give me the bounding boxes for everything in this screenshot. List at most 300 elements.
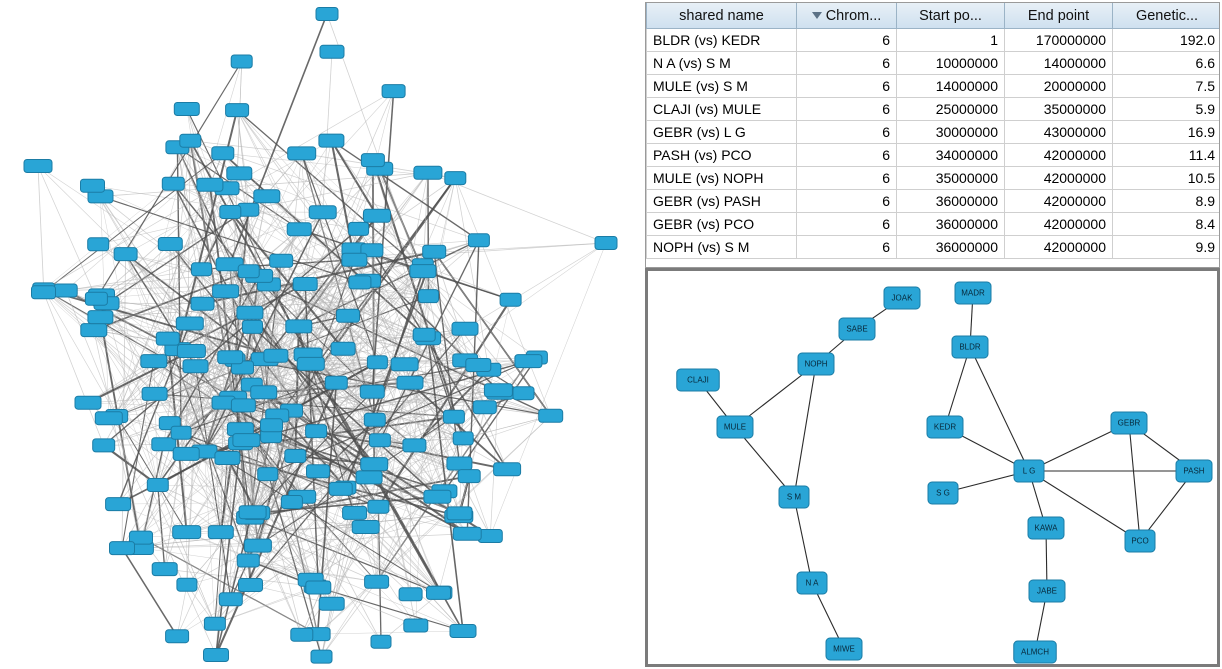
- node-shape[interactable]: [356, 471, 382, 484]
- node-shape[interactable]: [110, 542, 135, 555]
- node-shape[interactable]: [595, 237, 617, 250]
- table-cell-chromosome[interactable]: 6: [797, 236, 897, 259]
- node-shape[interactable]: [515, 355, 542, 368]
- node-shape[interactable]: [466, 359, 491, 372]
- network-node[interactable]: [85, 292, 107, 305]
- network-node[interactable]: [264, 349, 288, 362]
- network-node[interactable]: [361, 154, 384, 167]
- table-cell-genetic[interactable]: 10.5: [1113, 167, 1221, 190]
- table-row[interactable]: [647, 144, 1221, 167]
- network-node[interactable]: [173, 447, 199, 460]
- subnetwork-panel[interactable]: [645, 268, 1220, 667]
- node-shape[interactable]: [95, 412, 122, 425]
- network-node[interactable]: [293, 278, 317, 291]
- table-row[interactable]: [647, 29, 1221, 52]
- node-shape[interactable]: [494, 463, 521, 476]
- table-cell-start_point[interactable]: 36000000: [897, 213, 1005, 236]
- node-shape[interactable]: [239, 579, 263, 592]
- network-node[interactable]: [239, 506, 266, 519]
- network-node[interactable]: [288, 147, 316, 160]
- table-cell-chromosome[interactable]: 6: [797, 52, 897, 75]
- network-node[interactable]: [220, 206, 241, 219]
- subnetwork-node[interactable]: [798, 353, 834, 375]
- table-cell-genetic[interactable]: 192.0: [1113, 29, 1221, 52]
- network-node[interactable]: [368, 500, 389, 513]
- node-shape[interactable]: [237, 306, 263, 319]
- node-shape[interactable]: [162, 177, 184, 190]
- network-node[interactable]: [106, 498, 131, 511]
- table-header-chromosome[interactable]: [797, 3, 897, 29]
- network-node[interactable]: [443, 410, 464, 423]
- node-shape[interactable]: [88, 311, 113, 324]
- node-shape[interactable]: [251, 386, 277, 399]
- network-node[interactable]: [319, 134, 344, 147]
- node-shape[interactable]: [152, 438, 176, 451]
- node-shape[interactable]: [427, 586, 451, 599]
- table-cell-end_point[interactable]: 42000000: [1005, 236, 1113, 259]
- network-node[interactable]: [371, 635, 391, 648]
- table-cell-start_point[interactable]: 34000000: [897, 144, 1005, 167]
- subnetwork-node[interactable]: [779, 486, 809, 508]
- node-shape[interactable]: [484, 384, 512, 397]
- node-shape[interactable]: [316, 8, 338, 21]
- network-node[interactable]: [231, 55, 252, 68]
- network-node[interactable]: [32, 286, 56, 299]
- network-node[interactable]: [226, 104, 249, 117]
- node-shape[interactable]: [403, 439, 426, 452]
- network-node[interactable]: [365, 575, 389, 588]
- network-node[interactable]: [342, 253, 367, 266]
- network-node[interactable]: [391, 358, 418, 371]
- node-shape[interactable]: [352, 521, 379, 534]
- node-shape[interactable]: [180, 134, 201, 147]
- node-shape[interactable]: [325, 376, 347, 389]
- table-cell-genetic[interactable]: 16.9: [1113, 121, 1221, 144]
- node-shape[interactable]: [85, 292, 107, 305]
- node-shape[interactable]: [473, 401, 496, 414]
- node-shape[interactable]: [227, 167, 252, 180]
- node-shape[interactable]: [254, 190, 280, 203]
- network-node[interactable]: [88, 238, 109, 251]
- network-node[interactable]: [513, 387, 534, 400]
- node-shape[interactable]: [219, 593, 242, 606]
- table-cell-genetic[interactable]: 6.6: [1113, 52, 1221, 75]
- subnetwork-node[interactable]: [1014, 460, 1044, 482]
- network-node[interactable]: [238, 265, 259, 278]
- table-row[interactable]: [647, 213, 1221, 236]
- node-shape[interactable]: [453, 432, 473, 445]
- node-shape[interactable]: [404, 619, 428, 632]
- subnetwork-node[interactable]: [955, 282, 991, 304]
- network-node[interactable]: [142, 387, 167, 400]
- table-cell-shared_name[interactable]: MULE (vs) NOPH: [647, 167, 797, 190]
- node-shape[interactable]: [32, 286, 56, 299]
- network-node[interactable]: [478, 530, 502, 543]
- subnetwork-node[interactable]: [1111, 412, 1147, 434]
- network-node[interactable]: [468, 234, 489, 247]
- table-row[interactable]: [647, 121, 1221, 144]
- node-shape[interactable]: [342, 253, 367, 266]
- network-node[interactable]: [158, 238, 182, 251]
- node-shape[interactable]: [156, 332, 179, 345]
- table-cell-start_point[interactable]: 30000000: [897, 121, 1005, 144]
- table-cell-end_point[interactable]: 42000000: [1005, 190, 1113, 213]
- table-cell-chromosome[interactable]: 6: [797, 167, 897, 190]
- table-cell-shared_name[interactable]: CLAJI (vs) MULE: [647, 98, 797, 121]
- filter-icon[interactable]: [812, 11, 822, 21]
- network-node[interactable]: [147, 479, 168, 492]
- node-shape[interactable]: [141, 355, 167, 368]
- table-cell-shared_name[interactable]: GEBR (vs) PASH: [647, 190, 797, 213]
- network-node[interactable]: [212, 147, 234, 160]
- node-shape[interactable]: [364, 209, 391, 222]
- table-cell-genetic[interactable]: 11.4: [1113, 144, 1221, 167]
- table-row[interactable]: [647, 75, 1221, 98]
- table-cell-shared_name[interactable]: MULE (vs) S M: [647, 75, 797, 98]
- table-cell-genetic[interactable]: 8.9: [1113, 190, 1221, 213]
- node-shape[interactable]: [114, 248, 137, 261]
- subnetwork-node[interactable]: [826, 638, 862, 660]
- network-node[interactable]: [270, 254, 293, 267]
- table-row[interactable]: [647, 236, 1221, 259]
- node-shape[interactable]: [75, 396, 101, 409]
- network-node[interactable]: [291, 628, 313, 641]
- network-node[interactable]: [204, 617, 225, 630]
- node-shape[interactable]: [445, 172, 466, 185]
- node-shape[interactable]: [93, 439, 115, 452]
- network-node[interactable]: [156, 332, 179, 345]
- node-shape[interactable]: [24, 160, 52, 173]
- node-shape[interactable]: [361, 154, 384, 167]
- network-node[interactable]: [466, 359, 491, 372]
- node-shape[interactable]: [329, 482, 352, 495]
- subnetwork-node[interactable]: [717, 416, 753, 438]
- node-shape[interactable]: [452, 322, 478, 335]
- network-node[interactable]: [419, 290, 439, 303]
- network-node[interactable]: [237, 306, 263, 319]
- network-node[interactable]: [285, 450, 306, 463]
- node-shape[interactable]: [264, 349, 288, 362]
- network-node[interactable]: [325, 376, 347, 389]
- node-shape[interactable]: [192, 263, 212, 276]
- network-node[interactable]: [319, 597, 344, 610]
- node-shape[interactable]: [458, 470, 480, 483]
- subnetwork-node[interactable]: [1014, 641, 1057, 663]
- network-node[interactable]: [286, 320, 312, 333]
- node-shape[interactable]: [391, 358, 418, 371]
- node-shape[interactable]: [443, 410, 464, 423]
- network-node[interactable]: [453, 432, 473, 445]
- node-shape[interactable]: [261, 419, 283, 432]
- node-shape[interactable]: [293, 278, 317, 291]
- node-shape[interactable]: [419, 290, 439, 303]
- node-shape[interactable]: [349, 276, 371, 289]
- node-shape[interactable]: [152, 563, 177, 576]
- network-node[interactable]: [337, 309, 360, 322]
- node-shape[interactable]: [238, 265, 259, 278]
- network-node[interactable]: [399, 588, 422, 601]
- network-node[interactable]: [81, 179, 105, 192]
- network-node[interactable]: [177, 345, 205, 358]
- table-header-genetic[interactable]: [1113, 3, 1221, 29]
- node-shape[interactable]: [468, 234, 489, 247]
- table-cell-genetic[interactable]: 7.5: [1113, 75, 1221, 98]
- node-shape[interactable]: [287, 223, 311, 236]
- network-node[interactable]: [110, 542, 135, 555]
- subnetwork-node[interactable]: [952, 336, 988, 358]
- table-cell-shared_name[interactable]: GEBR (vs) L G: [647, 121, 797, 144]
- network-node[interactable]: [54, 284, 77, 297]
- network-node[interactable]: [413, 328, 435, 341]
- network-node[interactable]: [251, 386, 277, 399]
- network-node[interactable]: [367, 356, 387, 369]
- node-shape[interactable]: [447, 457, 472, 470]
- network-node[interactable]: [243, 320, 263, 333]
- node-shape[interactable]: [399, 588, 422, 601]
- node-shape[interactable]: [173, 447, 199, 460]
- network-node[interactable]: [237, 554, 259, 567]
- node-shape[interactable]: [166, 630, 189, 643]
- node-shape[interactable]: [81, 324, 107, 337]
- node-shape[interactable]: [215, 452, 240, 465]
- network-node[interactable]: [515, 355, 542, 368]
- table-cell-end_point[interactable]: 43000000: [1005, 121, 1113, 144]
- table-header-shared_name[interactable]: [647, 3, 797, 29]
- node-shape[interactable]: [424, 490, 451, 503]
- subnetwork-node[interactable]: [927, 416, 963, 438]
- table-cell-start_point[interactable]: 1: [897, 29, 1005, 52]
- network-node[interactable]: [219, 593, 242, 606]
- node-shape[interactable]: [177, 578, 197, 591]
- node-shape[interactable]: [286, 320, 312, 333]
- table-cell-start_point[interactable]: 36000000: [897, 236, 1005, 259]
- node-shape[interactable]: [414, 166, 442, 179]
- table-cell-genetic[interactable]: 9.9: [1113, 236, 1221, 259]
- table-header-start_point[interactable]: [897, 3, 1005, 29]
- node-shape[interactable]: [183, 360, 208, 373]
- node-shape[interactable]: [368, 500, 389, 513]
- network-node[interactable]: [183, 360, 208, 373]
- network-node[interactable]: [306, 581, 331, 594]
- table-cell-chromosome[interactable]: 6: [797, 98, 897, 121]
- table-cell-chromosome[interactable]: 6: [797, 190, 897, 213]
- node-shape[interactable]: [281, 496, 302, 509]
- network-node[interactable]: [309, 206, 336, 219]
- network-node[interactable]: [287, 223, 311, 236]
- node-shape[interactable]: [500, 293, 521, 306]
- node-shape[interactable]: [539, 409, 563, 422]
- subnetwork-node[interactable]: [1125, 530, 1155, 552]
- node-shape[interactable]: [171, 426, 191, 439]
- table-cell-genetic[interactable]: 8.4: [1113, 213, 1221, 236]
- table-cell-chromosome[interactable]: 6: [797, 144, 897, 167]
- table-cell-shared_name[interactable]: N A (vs) S M: [647, 52, 797, 75]
- node-shape[interactable]: [220, 206, 241, 219]
- table-cell-shared_name[interactable]: BLDR (vs) KEDR: [647, 29, 797, 52]
- network-node[interactable]: [24, 160, 52, 173]
- node-shape[interactable]: [244, 539, 271, 552]
- network-node[interactable]: [174, 103, 199, 116]
- network-node[interactable]: [176, 317, 203, 330]
- network-node[interactable]: [191, 297, 214, 310]
- network-node[interactable]: [427, 586, 451, 599]
- network-node[interactable]: [331, 342, 355, 355]
- node-shape[interactable]: [369, 434, 390, 447]
- node-shape[interactable]: [337, 309, 360, 322]
- node-shape[interactable]: [320, 45, 344, 58]
- network-node[interactable]: [404, 619, 428, 632]
- node-shape[interactable]: [367, 356, 387, 369]
- table-cell-end_point[interactable]: 42000000: [1005, 213, 1113, 236]
- network-node[interactable]: [539, 409, 563, 422]
- node-shape[interactable]: [174, 103, 199, 116]
- network-node[interactable]: [452, 322, 478, 335]
- node-shape[interactable]: [291, 628, 313, 641]
- subnetwork-node[interactable]: [677, 369, 720, 391]
- table-cell-start_point[interactable]: 35000000: [897, 167, 1005, 190]
- network-node[interactable]: [81, 324, 107, 337]
- node-shape[interactable]: [447, 507, 472, 520]
- network-node[interactable]: [208, 526, 233, 539]
- network-node[interactable]: [281, 496, 302, 509]
- network-node[interactable]: [192, 263, 212, 276]
- table-cell-chromosome[interactable]: 6: [797, 121, 897, 144]
- network-node[interactable]: [343, 506, 367, 519]
- node-shape[interactable]: [106, 498, 131, 511]
- node-shape[interactable]: [177, 345, 205, 358]
- network-node[interactable]: [215, 452, 240, 465]
- node-shape[interactable]: [142, 387, 167, 400]
- network-node[interactable]: [307, 465, 330, 478]
- network-node[interactable]: [349, 276, 371, 289]
- node-shape[interactable]: [208, 526, 233, 539]
- subnetwork-node[interactable]: [1176, 460, 1212, 482]
- network-node[interactable]: [500, 293, 521, 306]
- network-node[interactable]: [414, 166, 442, 179]
- network-node[interactable]: [231, 399, 255, 412]
- node-shape[interactable]: [285, 450, 306, 463]
- network-node[interactable]: [297, 357, 324, 370]
- node-shape[interactable]: [397, 376, 423, 389]
- node-shape[interactable]: [191, 297, 214, 310]
- network-node[interactable]: [204, 649, 229, 662]
- table-cell-start_point[interactable]: 14000000: [897, 75, 1005, 98]
- network-node[interactable]: [95, 412, 122, 425]
- network-node[interactable]: [173, 526, 201, 539]
- node-shape[interactable]: [364, 413, 385, 426]
- node-shape[interactable]: [176, 317, 203, 330]
- network-node[interactable]: [244, 539, 271, 552]
- table-row[interactable]: [647, 98, 1221, 121]
- subnetwork-node[interactable]: [797, 572, 827, 594]
- network-node[interactable]: [197, 178, 223, 191]
- node-shape[interactable]: [212, 147, 234, 160]
- node-shape[interactable]: [361, 458, 388, 471]
- subnetwork-node[interactable]: [839, 318, 875, 340]
- network-node[interactable]: [114, 248, 137, 261]
- network-node[interactable]: [258, 468, 278, 481]
- network-node[interactable]: [397, 376, 423, 389]
- network-node[interactable]: [494, 463, 521, 476]
- node-shape[interactable]: [231, 55, 252, 68]
- network-node[interactable]: [349, 222, 369, 235]
- node-shape[interactable]: [365, 575, 389, 588]
- network-node[interactable]: [166, 630, 189, 643]
- node-shape[interactable]: [147, 479, 168, 492]
- data-table-panel[interactable]: [645, 2, 1220, 268]
- table-cell-end_point[interactable]: 20000000: [1005, 75, 1113, 98]
- node-shape[interactable]: [270, 254, 293, 267]
- network-node[interactable]: [458, 470, 480, 483]
- node-shape[interactable]: [360, 385, 384, 398]
- table-row[interactable]: [647, 190, 1221, 213]
- network-node[interactable]: [352, 521, 379, 534]
- network-node[interactable]: [306, 425, 327, 438]
- table-cell-chromosome[interactable]: 6: [797, 75, 897, 98]
- network-node[interactable]: [254, 190, 280, 203]
- network-node[interactable]: [75, 396, 101, 409]
- network-node[interactable]: [447, 507, 472, 520]
- network-node[interactable]: [424, 490, 451, 503]
- table-cell-end_point[interactable]: 42000000: [1005, 167, 1113, 190]
- network-node[interactable]: [361, 458, 388, 471]
- node-shape[interactable]: [453, 527, 481, 540]
- node-shape[interactable]: [213, 285, 239, 298]
- network-node[interactable]: [177, 578, 197, 591]
- table-cell-chromosome[interactable]: 6: [797, 29, 897, 52]
- network-node[interactable]: [453, 527, 481, 540]
- table-body[interactable]: [647, 29, 1221, 259]
- subnetwork-node[interactable]: [1028, 517, 1064, 539]
- network-node[interactable]: [364, 413, 385, 426]
- node-shape[interactable]: [450, 625, 476, 638]
- table-header-row[interactable]: [647, 3, 1221, 29]
- node-shape[interactable]: [237, 554, 259, 567]
- table-cell-chromosome[interactable]: 6: [797, 213, 897, 236]
- network-node[interactable]: [239, 579, 263, 592]
- network-node[interactable]: [171, 426, 191, 439]
- network-node[interactable]: [227, 167, 252, 180]
- network-node[interactable]: [403, 439, 426, 452]
- node-shape[interactable]: [158, 238, 182, 251]
- table-cell-start_point[interactable]: 36000000: [897, 190, 1005, 213]
- node-shape[interactable]: [81, 179, 105, 192]
- node-shape[interactable]: [197, 178, 223, 191]
- network-node[interactable]: [369, 434, 390, 447]
- table-cell-shared_name[interactable]: PASH (vs) PCO: [647, 144, 797, 167]
- network-node[interactable]: [93, 439, 115, 452]
- network-node[interactable]: [445, 172, 466, 185]
- table-cell-start_point[interactable]: 25000000: [897, 98, 1005, 121]
- node-shape[interactable]: [371, 635, 391, 648]
- node-shape[interactable]: [258, 468, 278, 481]
- network-node[interactable]: [213, 285, 239, 298]
- node-shape[interactable]: [173, 526, 201, 539]
- network-node[interactable]: [473, 401, 496, 414]
- table-cell-end_point[interactable]: 170000000: [1005, 29, 1113, 52]
- network-node[interactable]: [218, 351, 243, 364]
- network-node[interactable]: [152, 438, 176, 451]
- node-shape[interactable]: [88, 238, 109, 251]
- network-node[interactable]: [484, 384, 512, 397]
- subnetwork-node[interactable]: [884, 287, 920, 309]
- node-shape[interactable]: [306, 425, 327, 438]
- network-node[interactable]: [141, 355, 167, 368]
- network-node[interactable]: [311, 650, 332, 663]
- node-shape[interactable]: [204, 617, 225, 630]
- network-node[interactable]: [261, 419, 283, 432]
- node-shape[interactable]: [218, 351, 243, 364]
